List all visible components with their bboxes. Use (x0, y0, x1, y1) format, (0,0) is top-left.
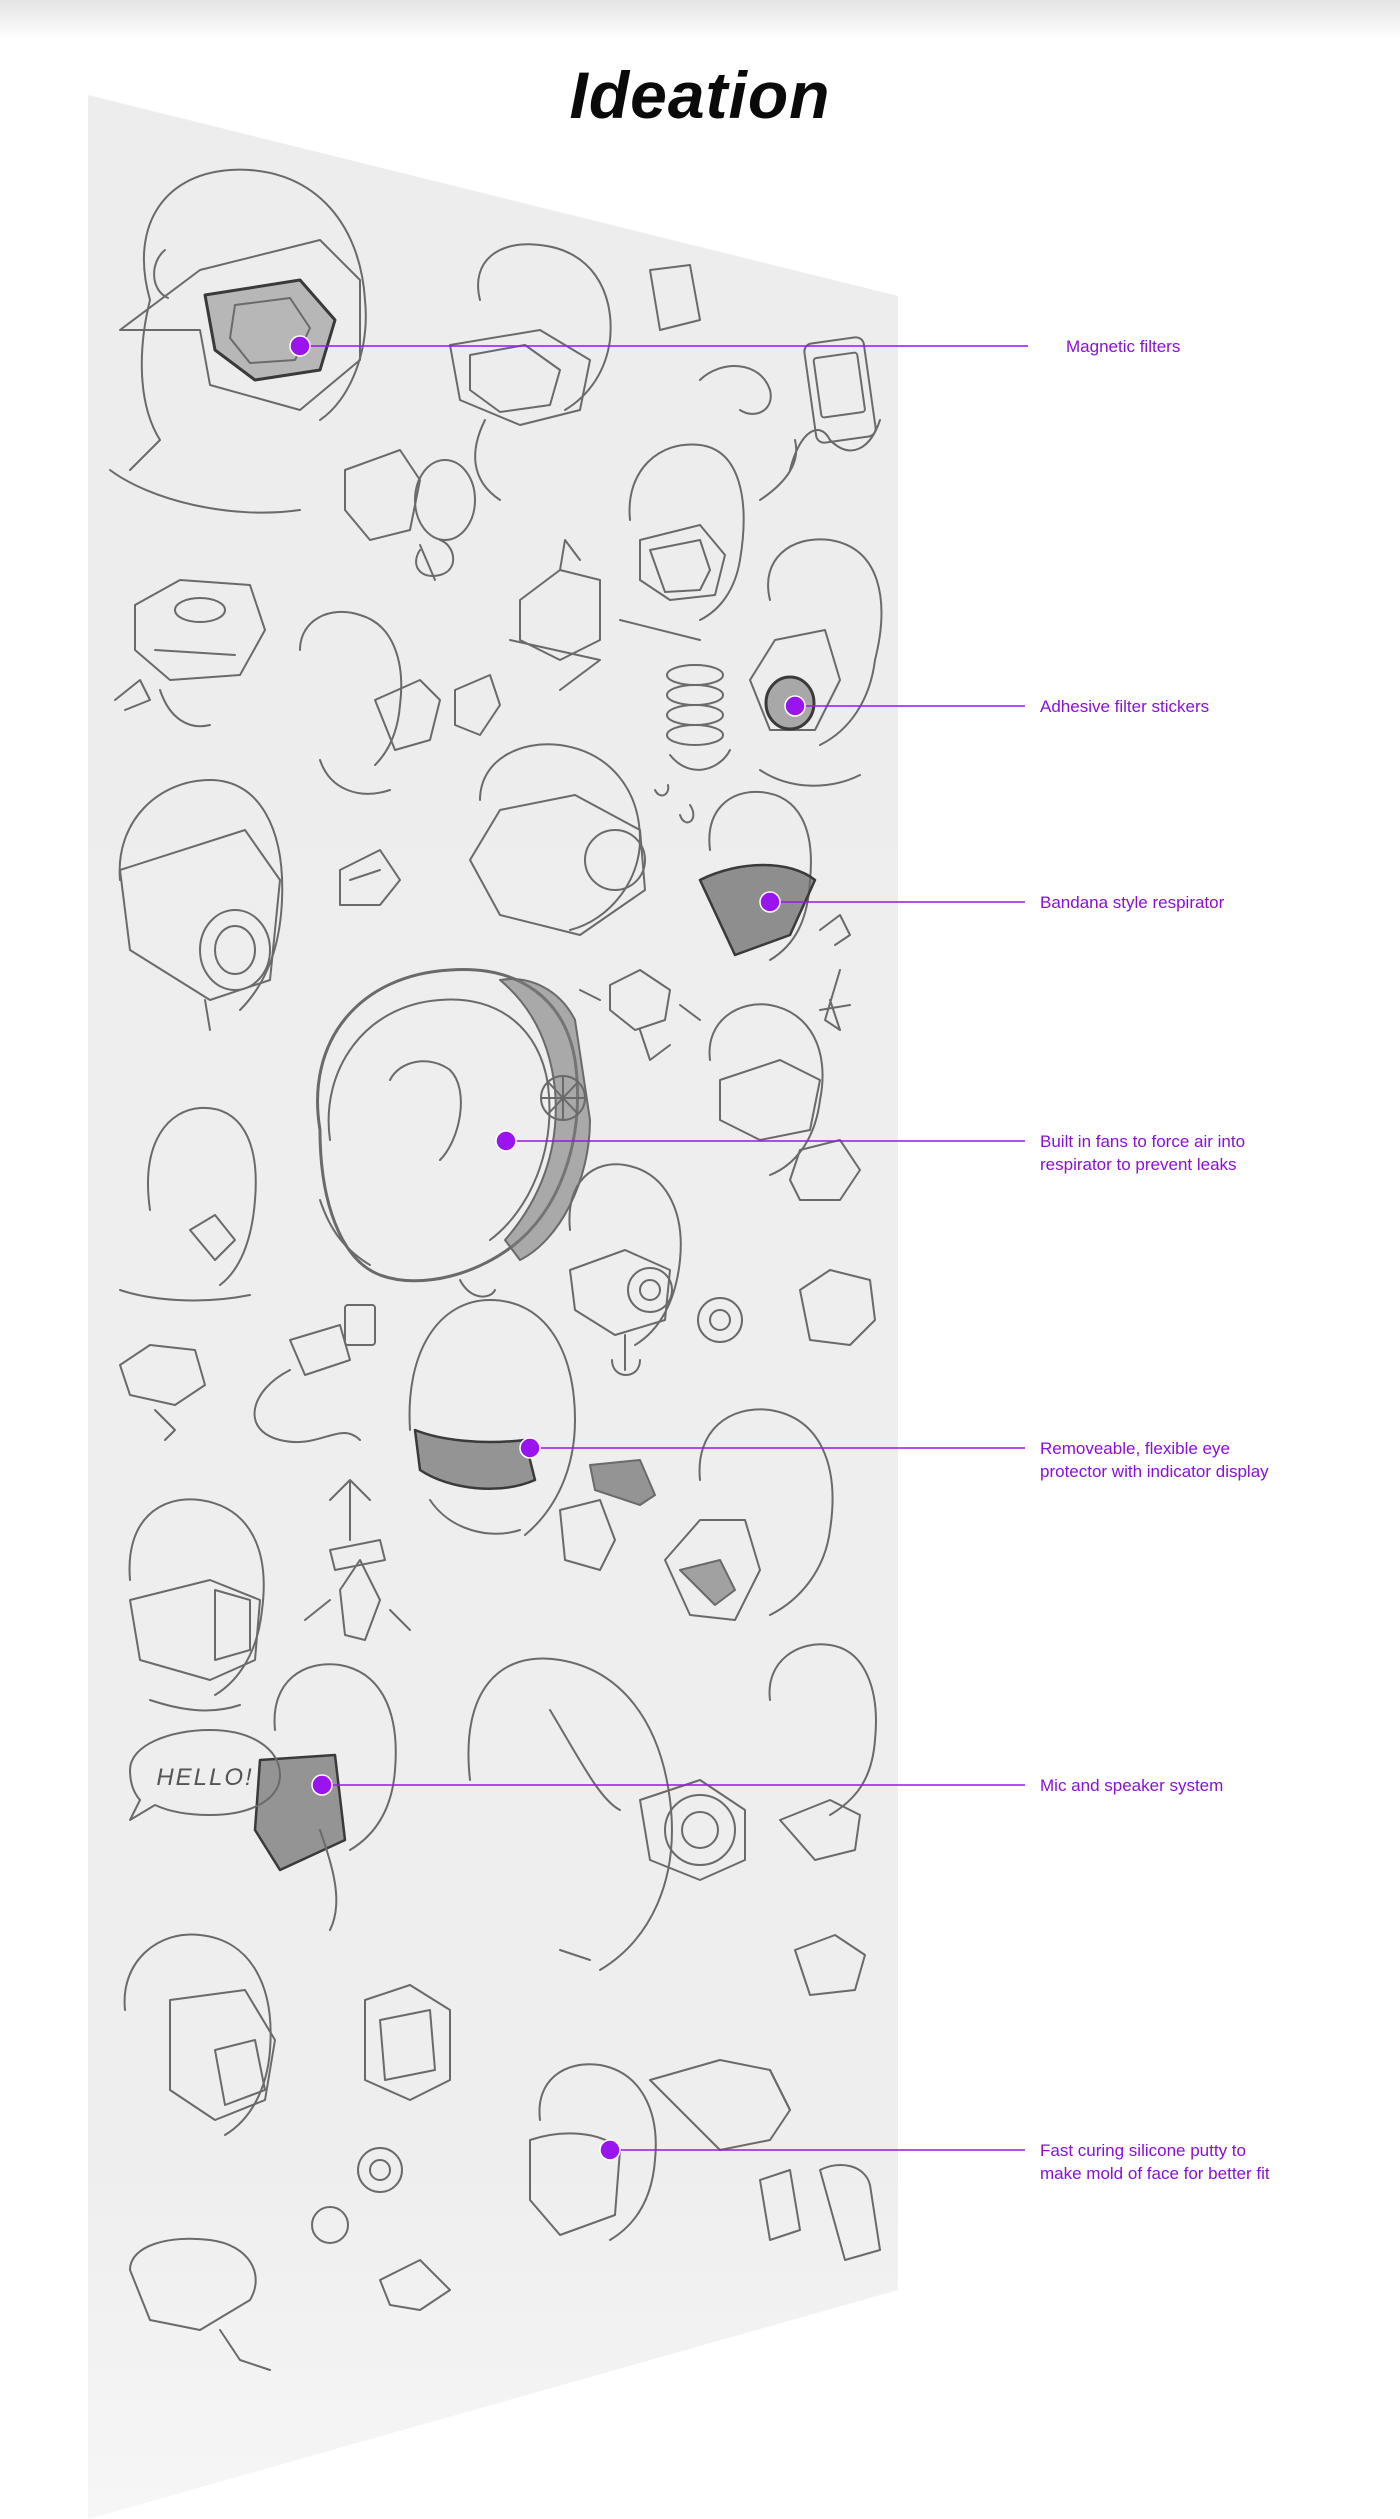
marker-adhesive-stickers (785, 696, 805, 716)
marker-bandana (760, 892, 780, 912)
annotation-mic-speaker-system (1040, 1774, 1223, 1797)
annotation-line: Fast curing silicone putty to (1040, 2141, 1246, 2160)
annotation-line: Removeable, flexible eye (1040, 1439, 1230, 1458)
marker-eye-protector (520, 1438, 540, 1458)
annotation-adhesive-filter-stickers (1040, 695, 1209, 718)
marker-built-in-fans (496, 1131, 516, 1151)
marker-silicone-putty (600, 2140, 620, 2160)
marker-mic-speaker (312, 1775, 332, 1795)
annotation-eye-protector (1040, 1437, 1269, 1483)
annotation-silicone-putty (1040, 2139, 1270, 2185)
annotation-line: Magnetic filters (1066, 337, 1181, 356)
annotation-line: Built in fans to force air into (1040, 1132, 1246, 1151)
annotation-line: Adhesive filter stickers (1040, 697, 1210, 716)
annotation-magnetic-filters (1066, 335, 1180, 358)
annotation-line: make mold of face for better fit (1040, 2164, 1270, 2183)
page-title: Ideation (569, 58, 831, 132)
annotation-line: Bandana style respirator (1040, 893, 1225, 912)
annotation-line: protector with indicator display (1040, 1462, 1269, 1481)
annotation-bandana-style-respirator (1040, 891, 1224, 914)
annotation-line: respirator to prevent leaks (1040, 1155, 1237, 1174)
marker-magnetic-filters (290, 336, 310, 356)
speech-bubble-text: HELLO! (156, 1764, 254, 1791)
sketch-panel-background (88, 95, 898, 2519)
annotation-line: Mic and speaker system (1040, 1776, 1224, 1795)
annotation-built-in-fans (1040, 1130, 1245, 1176)
